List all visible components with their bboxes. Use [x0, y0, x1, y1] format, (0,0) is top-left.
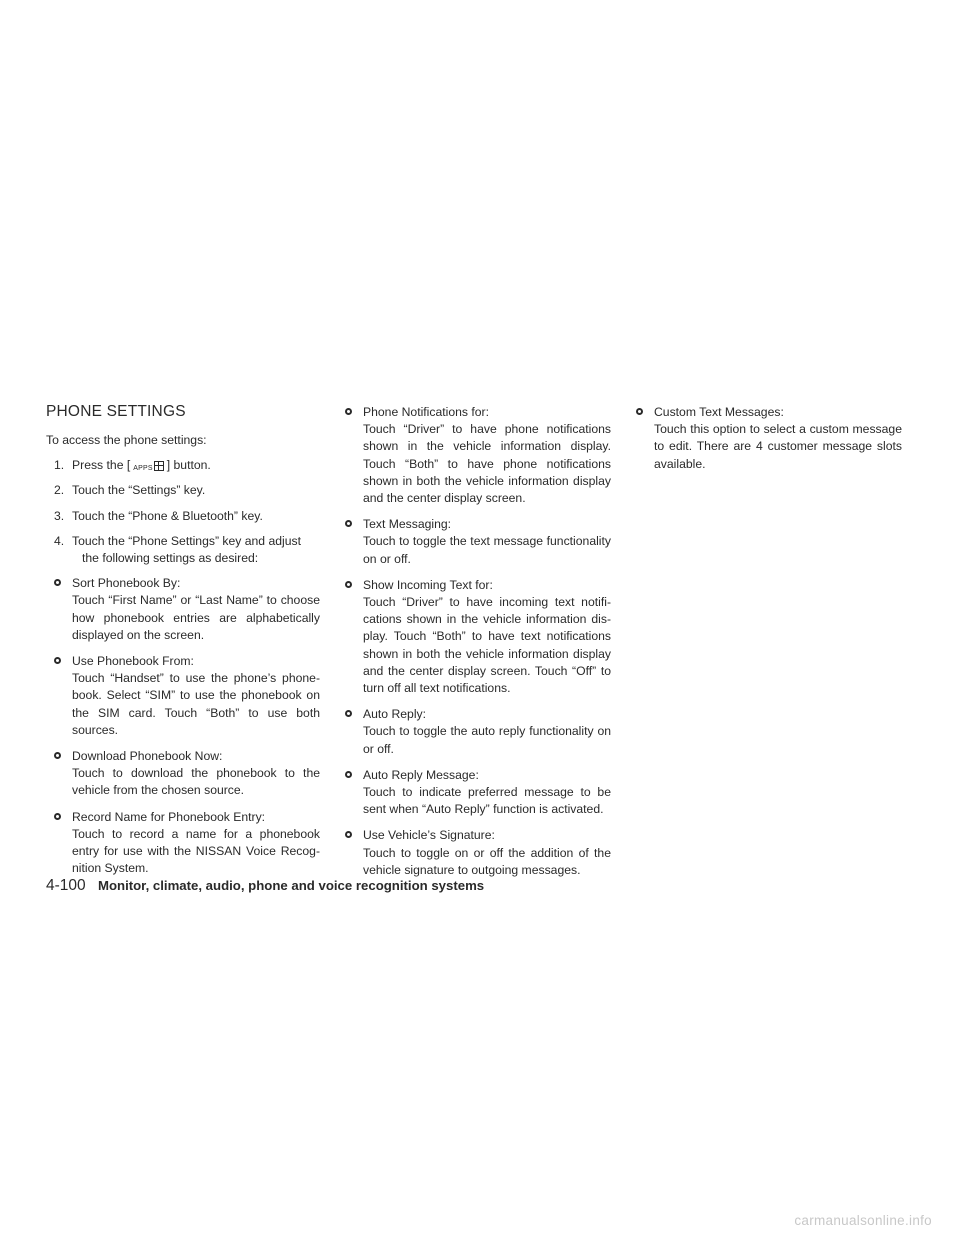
grid-icon — [154, 461, 164, 471]
bullet-icon — [345, 831, 352, 838]
bullet-description: Touch to indicate preferred message to be sent when “Auto Reply” function is activated. — [363, 785, 611, 817]
bullet-item — [337, 404, 611, 507]
page-number: 4-100 — [46, 877, 86, 894]
bullet-description: Touch to toggle the text message functionality on or off. — [363, 534, 611, 566]
apps-icon-label: APPS — [133, 465, 153, 473]
bullet-label: Download Phonebook Now: — [72, 749, 223, 764]
column-1 — [46, 432, 320, 886]
bullet-item — [628, 404, 902, 473]
step-text: Touch the “Phone Settings” key and adjust — [72, 533, 301, 548]
intro-text: To access the phone settings: — [46, 433, 207, 447]
step-text: Touch the “Phone & Bluetooth” key. — [72, 508, 263, 523]
column-3 — [628, 404, 902, 482]
bullet-description: Touch “Handset” to use the phone’s phonebook. Select “SIM” to use the phonebook on the SIM card. Touch “Both” to use both sources. — [72, 671, 320, 737]
bullet-item — [46, 748, 320, 800]
bullet-icon — [54, 579, 61, 586]
bullet-label: Text Messaging: — [363, 517, 452, 532]
bullet-description: Touch “Driver” to have incoming text notifications shown in the vehicle information display. Touch “Both” to have text notifications shown in both the vehicle information display and the center display screen. Touch “Off” to turn off all text notifications. — [363, 595, 611, 696]
bullet-label: Use Phonebook From: — [72, 654, 194, 669]
step-text: Press the [ — [72, 458, 131, 473]
step-text: ] button. — [166, 458, 211, 473]
bullet-label: Show Incoming Text for: — [363, 577, 493, 592]
bullet-icon — [636, 408, 643, 415]
step-number: 4. — [54, 533, 65, 548]
step-number: 2. — [54, 483, 65, 498]
bullet-item — [337, 706, 611, 758]
bullet-label: Sort Phonebook By: — [72, 576, 181, 591]
step-2 — [46, 482, 320, 499]
bullet-label: Auto Reply Message: — [363, 767, 479, 782]
bullet-description: Touch to toggle the auto reply functionality on or off. — [363, 724, 611, 756]
bullet-description: Touch to toggle on or off the addition of the vehicle signature to outgoing messages. — [363, 845, 611, 877]
step-text-continued: the following settings as desired: — [82, 551, 259, 566]
chapter-title: Monitor, climate, audio, phone and voice recognition systems — [97, 878, 485, 893]
step-3 — [46, 508, 320, 525]
bullet-icon — [345, 771, 352, 778]
section-title: PHONE SETTINGS — [46, 403, 186, 420]
step-number: 1. — [54, 458, 65, 473]
bullet-icon — [54, 752, 61, 759]
bullet-item — [337, 516, 611, 568]
bullet-description: Touch “Driver” to have phone notifications shown in the vehicle information display. Touch “Both” to have phone notifications shown in both the vehicle information display and the center display screen. — [363, 422, 611, 506]
bullet-item — [46, 653, 320, 739]
page-footer — [46, 877, 484, 895]
bullet-item — [337, 827, 611, 879]
bullet-label: Record Name for Phonebook Entry: — [72, 809, 266, 824]
step-number: 3. — [54, 508, 65, 523]
apps-button-icon — [133, 461, 163, 474]
step-4 — [46, 533, 320, 567]
bullet-description: Touch to record a name for a phonebook entry for use with the NISSAN Voice Recognition System. — [72, 826, 320, 876]
bullet-label: Phone Notifications for: — [363, 405, 490, 419]
bullet-label: Custom Text Messages: — [654, 405, 784, 419]
watermark: carmanualsonline.info — [794, 1213, 932, 1228]
bullet-item — [337, 767, 611, 819]
bullet-label: Auto Reply: — [363, 707, 427, 722]
bullet-item — [337, 577, 611, 697]
bullet-item — [46, 575, 320, 644]
bullet-item — [46, 809, 320, 878]
bullet-icon — [54, 813, 61, 820]
bullet-description: Touch to download the phonebook to the vehicle from the chosen source. — [72, 766, 320, 798]
bullet-icon — [345, 408, 352, 415]
bullet-label: Use Vehicle’s Signature: — [363, 828, 495, 843]
bullet-icon — [345, 710, 352, 717]
step-text: Touch the “Settings” key. — [72, 483, 206, 498]
bullet-icon — [345, 581, 352, 588]
step-1 — [46, 457, 320, 474]
column-2 — [337, 404, 611, 888]
bullet-icon — [54, 657, 61, 664]
bullet-icon — [345, 520, 352, 527]
bullet-description: Touch this option to select a custom message to edit. There are 4 customer message slots available. — [654, 422, 902, 471]
bullet-description: Touch “First Name” or “Last Name” to choose how phonebook entries are alphabetically displayed on the screen. — [72, 593, 320, 642]
